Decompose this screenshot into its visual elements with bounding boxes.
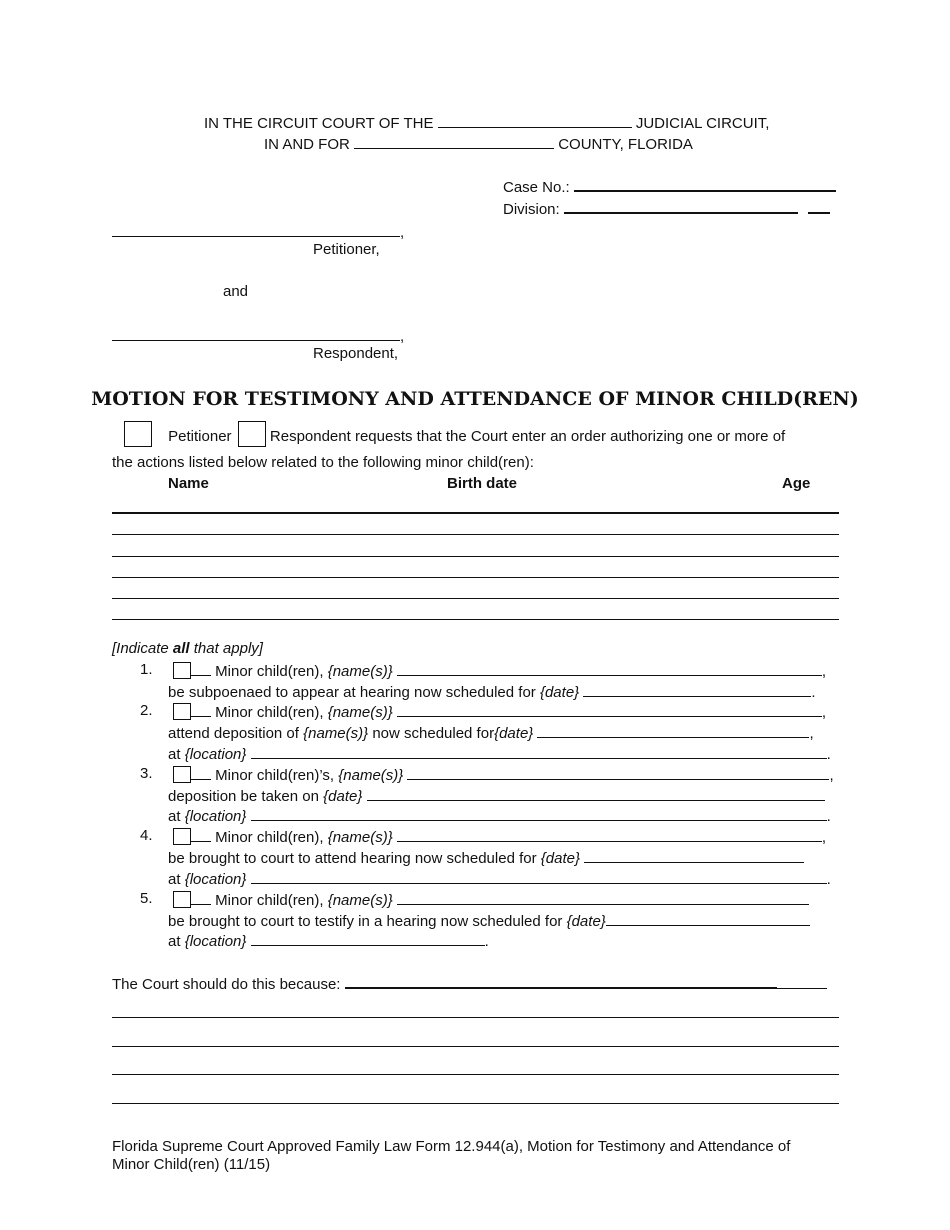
item-3-names-field[interactable]: [407, 765, 829, 780]
item-3-line-2: [168, 786, 825, 806]
item-5-date-field[interactable]: [606, 911, 810, 926]
item-text: be brought to court to testify in a hearing now scheduled for: [168, 913, 567, 930]
county-label: COUNTY, FLORIDA: [558, 136, 693, 153]
item-end: ,: [821, 704, 827, 721]
item-placeholder: {location}: [184, 746, 247, 763]
county-field[interactable]: [354, 134, 554, 149]
circuit-court-label: IN THE CIRCUIT COURT OF THE: [204, 115, 434, 132]
item-text: at: [168, 746, 185, 763]
item-placeholder: {name(s)}: [327, 704, 393, 721]
item-1-date-field[interactable]: [583, 682, 811, 697]
in-and-for-label: IN AND FOR: [264, 136, 350, 153]
because-line[interactable]: [112, 1046, 839, 1047]
petitioner-check-label: Petitioner: [168, 428, 232, 445]
item-end: ,: [809, 725, 814, 742]
item-text: attend deposition of: [168, 725, 304, 742]
item-1-line-2: [168, 682, 816, 702]
item-2-checkbox[interactable]: [173, 703, 191, 720]
footer-line-1: Florida Supreme Court Approved Family Law Form 12.944(a), Motion for Testimony and Attendance of: [112, 1138, 791, 1155]
item-4-line-2: [168, 848, 804, 868]
item-text: Minor child(ren),: [215, 829, 328, 846]
item-5-line-1: [168, 890, 809, 910]
item-4-location-field[interactable]: [251, 869, 827, 884]
item-1-names-field[interactable]: [397, 661, 822, 676]
judicial-circuit-label: JUDICIAL CIRCUIT,: [635, 115, 770, 132]
item-4-line-3: [168, 869, 831, 889]
because-row: [112, 973, 827, 994]
item-placeholder: {name(s)}: [303, 725, 369, 742]
item-1-line-1: [168, 661, 826, 681]
item-placeholder: {location}: [184, 808, 247, 825]
item-4-line-1: [168, 827, 826, 847]
item-4-check-blank: [191, 827, 211, 842]
item-1-check-blank: [191, 661, 211, 676]
item-5-location-field[interactable]: [251, 931, 485, 946]
because-line[interactable]: [112, 1017, 839, 1018]
case-no-field[interactable]: [574, 176, 836, 192]
respondent-name-field[interactable]: [112, 326, 400, 341]
request-line-1: [124, 421, 785, 449]
item-5-line-3: [168, 931, 489, 951]
table-row[interactable]: [112, 598, 839, 599]
item-1-checkbox[interactable]: [173, 662, 191, 679]
item-placeholder: {date}: [566, 913, 606, 930]
item-2-location-field[interactable]: [251, 744, 827, 759]
item-text: Minor child(ren),: [215, 663, 328, 680]
table-header-age: Age: [782, 475, 811, 492]
item-3-check-blank: [191, 765, 211, 780]
item-placeholder: {name(s)}: [327, 892, 393, 909]
item-4-date-field[interactable]: [584, 848, 804, 863]
item-placeholder: {date}: [539, 684, 580, 701]
division-field[interactable]: [564, 198, 798, 214]
because-label: The Court should do this because:: [112, 976, 341, 993]
division-row: [503, 198, 830, 219]
item-text: at: [168, 871, 185, 888]
table-row[interactable]: [112, 534, 839, 535]
item-text: be subpoenaed to appear at hearing now scheduled for: [168, 684, 540, 701]
item-3-location-field[interactable]: [251, 806, 827, 821]
item-3-line-3: [168, 806, 831, 826]
item-end: ,: [821, 829, 827, 846]
petitioner-checkbox[interactable]: [124, 421, 152, 447]
item-4-checkbox[interactable]: [173, 828, 191, 845]
division-field-extra: [808, 198, 830, 214]
item-end: .: [484, 933, 489, 950]
item-2-number: 2.: [140, 702, 153, 719]
item-2-line-3: [168, 744, 831, 764]
item-end: ,: [829, 767, 834, 784]
table-header-name: Name: [168, 475, 209, 492]
because-field[interactable]: [345, 973, 777, 989]
table-header-birth-date: Birth date: [447, 475, 518, 492]
item-2-check-blank: [191, 702, 211, 717]
because-line[interactable]: [112, 1074, 839, 1075]
item-1-number: 1.: [140, 661, 153, 678]
item-placeholder: {date}: [540, 850, 580, 867]
item-text: Minor child(ren)’s,: [215, 767, 339, 784]
petitioner-name-field[interactable]: [112, 222, 400, 237]
item-text: at: [168, 933, 185, 950]
item-4-number: 4.: [140, 827, 153, 844]
item-5-line-2: [168, 911, 810, 931]
item-3-date-field[interactable]: [367, 786, 825, 801]
item-end: .: [811, 684, 816, 701]
case-no-row: [503, 176, 836, 197]
footer-line-2: Minor Child(ren) (11/15): [112, 1156, 271, 1173]
item-5-number: 5.: [140, 890, 153, 907]
table-row[interactable]: [112, 556, 839, 557]
item-placeholder: {name(s)}: [338, 767, 404, 784]
item-2-names-field[interactable]: [397, 702, 822, 717]
item-placeholder: {name(s)}: [327, 663, 393, 680]
item-3-number: 3.: [140, 765, 153, 782]
table-header-rule: [112, 512, 839, 514]
respondent-label: Respondent,: [313, 345, 399, 362]
item-end: .: [826, 871, 831, 888]
item-2-date-field[interactable]: [537, 723, 809, 738]
table-row[interactable]: [112, 619, 839, 620]
indicate-bold: all: [172, 640, 190, 657]
item-2-line-2: [168, 723, 814, 743]
division-label: Division:: [503, 201, 560, 218]
item-5-names-field[interactable]: [397, 890, 809, 905]
item-placeholder: {name(s)}: [327, 829, 393, 846]
page-title: MOTION FOR TESTIMONY AND ATTENDANCE OF MINOR CHILD(REN): [91, 388, 859, 410]
caption-line-2: [264, 134, 693, 154]
item-placeholder: {location}: [184, 871, 247, 888]
item-placeholder: {date}: [323, 788, 363, 805]
item-text: deposition be taken on: [168, 788, 324, 805]
petitioner-name-row: ,: [112, 222, 404, 242]
item-text: be brought to court to attend hearing now scheduled for: [168, 850, 541, 867]
and-label: and: [223, 283, 249, 300]
item-5-checkbox[interactable]: [173, 891, 191, 908]
indicate-instruction: [112, 640, 263, 658]
item-text: Minor child(ren),: [215, 704, 328, 721]
request-line-2: the actions listed below related to the following minor child(ren):: [112, 454, 534, 471]
table-row[interactable]: [112, 577, 839, 578]
item-4-names-field[interactable]: [397, 827, 822, 842]
case-no-label: Case No.:: [503, 179, 570, 196]
respondent-name-row: ,: [112, 326, 404, 346]
item-2-line-1: [168, 702, 826, 722]
indicate-suffix: that apply]: [189, 640, 263, 657]
item-end: .: [826, 808, 831, 825]
item-3-line-1: [168, 765, 834, 785]
item-end: ,: [821, 663, 827, 680]
item-3-checkbox[interactable]: [173, 766, 191, 783]
caption-line-1: [204, 113, 769, 133]
item-placeholder: {location}: [184, 933, 247, 950]
because-line[interactable]: [112, 1103, 839, 1104]
item-text: Minor child(ren),: [215, 892, 328, 909]
item-5-check-blank: [191, 890, 211, 905]
item-text: now scheduled for: [368, 725, 495, 742]
indicate-prefix: [Indicate: [112, 640, 173, 657]
petitioner-label: Petitioner,: [313, 241, 380, 258]
because-field-tail: [777, 974, 827, 989]
respondent-checkbox[interactable]: [238, 421, 266, 447]
item-text: at: [168, 808, 185, 825]
item-placeholder: {date}: [494, 725, 534, 742]
respondent-request-text: Respondent requests that the Court enter an order authorizing one or more of: [269, 428, 786, 445]
judicial-circuit-field[interactable]: [438, 113, 632, 128]
item-end: .: [826, 746, 831, 763]
